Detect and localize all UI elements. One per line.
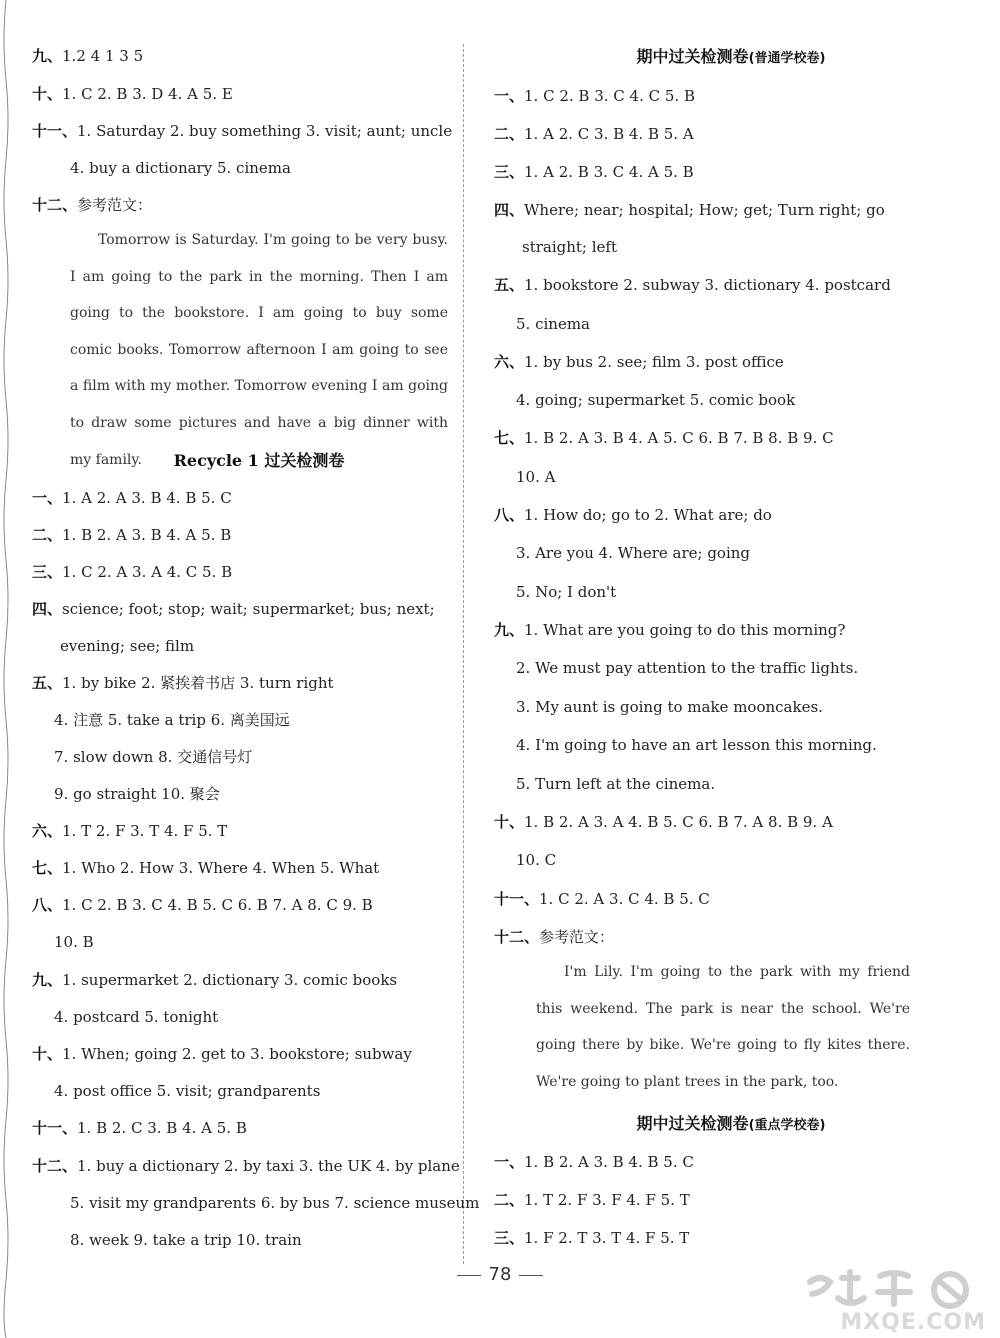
answer-text: 4. 注意 5. take a trip 6. 离美国远: [54, 711, 290, 729]
recycle-heading: [70, 450, 448, 472]
answer-text: 7. slow down 8. 交通信号灯: [54, 748, 253, 766]
answer-text: 10. A: [516, 468, 556, 486]
answer-text: 1. A 2. C 3. B 4. B 5. A: [524, 125, 694, 143]
answer-text: 3. My aunt is going to make mooncakes.: [516, 698, 823, 716]
answer-line: [516, 390, 795, 410]
answer-text: 5. cinema: [516, 315, 590, 333]
answer-text: evening; see; film: [60, 637, 195, 655]
answer-text: 1. F 2. T 3. T 4. F 5. T: [524, 1229, 690, 1247]
midterm-heading-regular: [506, 46, 956, 70]
answer-line: [54, 710, 290, 730]
answer-line: [494, 352, 784, 372]
section-number: 二、: [32, 526, 63, 544]
answer-text: 5. visit my grandparents 6. by bus 7. science museum: [70, 1194, 480, 1212]
answer-line: [32, 970, 397, 990]
answer-line: [32, 562, 232, 582]
answer-line: [70, 1193, 479, 1213]
section-number: 十一、: [494, 890, 540, 908]
answer-line: [32, 1118, 247, 1138]
section-number: 七、: [32, 859, 63, 877]
answer-text: 1. C 2. B 3. C 4. B 5. C 6. B 7. A 8. C 9. B: [62, 896, 373, 914]
section-number: 一、: [494, 1153, 525, 1171]
column-divider: [463, 44, 464, 1264]
answer-text: 9. go straight 10. 聚会: [54, 785, 220, 803]
section-number: 十、: [32, 85, 63, 103]
answer-line: [516, 582, 616, 602]
heading-main: 期中过关检测卷: [636, 1114, 749, 1133]
answer-text: 1. B 2. A 3. A 4. B 5. C 6. B 7. A 8. B 9. A: [524, 813, 833, 831]
heading-sub: (重点学校卷): [748, 1118, 826, 1133]
section-number: 十一、: [32, 122, 78, 140]
answer-text: 4. going; supermarket 5. comic book: [516, 391, 796, 409]
answer-text: 1. C 2. A 3. A 4. C 5. B: [62, 563, 233, 581]
essay-paragraph: I'm Lily. I'm going to the park with my friend this weekend. The park is near the school. We're going there by bike. We're going to fly kites there. We're going to plant trees in the park, too.: [536, 964, 910, 1090]
answer-text: 1. B 2. A 3. B 4. B 5. C: [524, 1153, 694, 1171]
answer-text: 1. C 2. A 3. C 4. B 5. C: [539, 890, 710, 908]
answer-line: [494, 275, 891, 295]
answer-text: 1. A 2. B 3. C 4. A 5. B: [524, 163, 694, 181]
answer-text: 4. I'm going to have an art lesson this morning.: [516, 736, 877, 754]
answer-line: [32, 84, 233, 104]
section-number: 九、: [32, 971, 63, 989]
answer-line: [54, 1081, 320, 1101]
answer-text: straight; left: [522, 238, 618, 256]
answer-text: 1. Saturday 2. buy something 3. visit; aunt; uncle: [77, 122, 453, 140]
answer-line: [32, 488, 232, 508]
answer-text: 5. Turn left at the cinema.: [516, 775, 716, 793]
watermark-text: MXQE.COM: [840, 1310, 986, 1335]
answer-text: 1. B 2. C 3. B 4. A 5. B: [77, 1119, 247, 1137]
answer-line: [70, 1230, 302, 1250]
section-number: 十二、: [32, 196, 78, 214]
left-column: [0, 0, 480, 1280]
answer-line: [32, 858, 379, 878]
answer-text: 1. How do; go to 2. What are; do: [524, 506, 772, 524]
heading-main: Recycle 1: [173, 451, 259, 470]
section-number: 二、: [494, 1191, 525, 1209]
answer-text: 10. C: [516, 851, 557, 869]
section-number: 十二、: [32, 1157, 78, 1175]
section-number: 七、: [494, 429, 525, 447]
section-number: 三、: [494, 163, 525, 181]
answer-line: [494, 162, 694, 182]
section-number: 四、: [32, 600, 63, 618]
answer-text: 4. postcard 5. tonight: [54, 1008, 219, 1026]
answer-line: [516, 735, 877, 755]
answer-text: 1. C 2. B 3. C 4. C 5. B: [524, 87, 695, 105]
section-number: 六、: [32, 822, 63, 840]
answer-line: [494, 927, 614, 947]
answer-line: [54, 784, 220, 804]
answer-text: 1. by bike 2. 紧挨着书店 3. turn right: [62, 674, 334, 692]
answer-text: 1. When; going 2. get to 3. bookstore; subway: [62, 1045, 412, 1063]
section-number: 一、: [494, 87, 525, 105]
answer-line: [60, 636, 194, 656]
answer-text: 3. Are you 4. Where are; going: [516, 544, 751, 562]
answer-text: 1. T 2. F 3. T 4. F 5. T: [62, 822, 228, 840]
answer-line: [494, 889, 710, 909]
section-number: 三、: [494, 1229, 525, 1247]
section-number: 二、: [494, 125, 525, 143]
essay-paragraph: Tomorrow is Saturday. I'm going to be very busy. I am going to the park in the morning. Then I am going to the bookstore. I am going to buy some comic books. Tomorrow afternoon I am going to see a film with my mother. Tomorrow evening I am going to draw some pictures and have a big dinner with my family.: [70, 232, 448, 468]
midterm-heading-key: [506, 1113, 956, 1137]
section-number: 八、: [494, 506, 525, 524]
answer-line: [494, 620, 845, 640]
answer-text: 1. B 2. A 3. B 4. A 5. B: [62, 526, 232, 544]
section-number: 八、: [32, 896, 63, 914]
answer-line: [516, 850, 556, 870]
section-number: 五、: [494, 276, 525, 294]
answer-line: [54, 747, 252, 767]
answer-text: 1. B 2. A 3. B 4. A 5. C 6. B 7. B 8. B 9. C: [524, 429, 834, 447]
answer-text: Where; near; hospital; How; get; Turn right; go: [524, 201, 885, 219]
section-number: 四、: [494, 201, 525, 219]
answer-text: 8. week 9. take a trip 10. train: [70, 1231, 302, 1249]
heading-main: 期中过关检测卷: [636, 47, 749, 66]
answer-text: 1. T 2. F 3. F 4. F 5. T: [524, 1191, 690, 1209]
answer-line: [54, 1007, 218, 1027]
answer-line: [32, 895, 373, 915]
answer-text: 4. post office 5. visit; grandparents: [54, 1082, 321, 1100]
answer-line: [494, 1228, 689, 1248]
answer-text: 10. B: [54, 933, 94, 951]
answer-text: 1. Who 2. How 3. Where 4. When 5. What: [62, 859, 380, 877]
answer-line: [494, 200, 885, 220]
heading-sub: 过关检测卷: [258, 451, 345, 470]
section-number: 六、: [494, 353, 525, 371]
answer-line: [516, 774, 715, 794]
answer-text: 1. by bus 2. see; film 3. post office: [524, 353, 784, 371]
answer-line: [516, 658, 858, 678]
answer-text: 参考范文：: [77, 196, 153, 214]
section-number: 九、: [494, 621, 525, 639]
page-number-text: 78: [488, 1264, 512, 1285]
answer-text: 1. What are you going to do this morning?: [524, 621, 846, 639]
answer-line: [494, 428, 834, 448]
answer-line: [494, 505, 772, 525]
answer-line: [494, 812, 833, 832]
answer-line: [32, 195, 152, 215]
answer-text: 1. supermarket 2. dictionary 3. comic books: [62, 971, 398, 989]
answer-text: 4. buy a dictionary 5. cinema: [70, 159, 291, 177]
answer-text: 1. buy a dictionary 2. by taxi 3. the UK 4. by plane: [77, 1157, 460, 1175]
section-number: 十一、: [32, 1119, 78, 1137]
answer-line: [516, 543, 750, 563]
answer-text: 5. No; I don't: [516, 583, 617, 601]
answer-text: 1.2 4 1 3 5: [62, 47, 144, 65]
answer-line: [494, 1190, 690, 1210]
answer-line: [32, 821, 227, 841]
answer-line: [494, 1152, 694, 1172]
answer-text: 2. We must pay attention to the traffic lights.: [516, 659, 859, 677]
answer-line: [516, 314, 590, 334]
answer-line: [54, 932, 94, 952]
right-column: [466, 0, 1000, 1280]
answer-line: [494, 124, 694, 144]
heading-sub: (普通学校卷): [748, 51, 826, 66]
section-number: 十二、: [494, 928, 540, 946]
answer-text: science; foot; stop; wait; supermarket; bus; next;: [62, 600, 435, 618]
answer-text: 1. bookstore 2. subway 3. dictionary 4. postcard: [524, 276, 891, 294]
answer-text: 1. C 2. B 3. D 4. A 5. E: [62, 85, 233, 103]
answer-line: [32, 525, 231, 545]
section-number: 三、: [32, 563, 63, 581]
answer-line: [32, 46, 143, 66]
answer-line: [32, 121, 452, 141]
answer-line: [494, 86, 695, 106]
section-number: 十、: [32, 1045, 63, 1063]
answer-line: [32, 1156, 460, 1176]
answer-line: [70, 158, 291, 178]
answer-line: [516, 697, 823, 717]
answer-line: [522, 237, 617, 257]
section-number: 一、: [32, 489, 63, 507]
section-number: 九、: [32, 47, 63, 65]
answer-line: [32, 599, 435, 619]
answer-line: [32, 1044, 412, 1064]
answer-line: [516, 467, 555, 487]
answer-line: [32, 673, 334, 693]
answer-text: 参考范文：: [539, 928, 615, 946]
answer-text: 1. A 2. A 3. B 4. B 5. C: [62, 489, 232, 507]
section-number: 十、: [494, 813, 525, 831]
section-number: 五、: [32, 674, 63, 692]
